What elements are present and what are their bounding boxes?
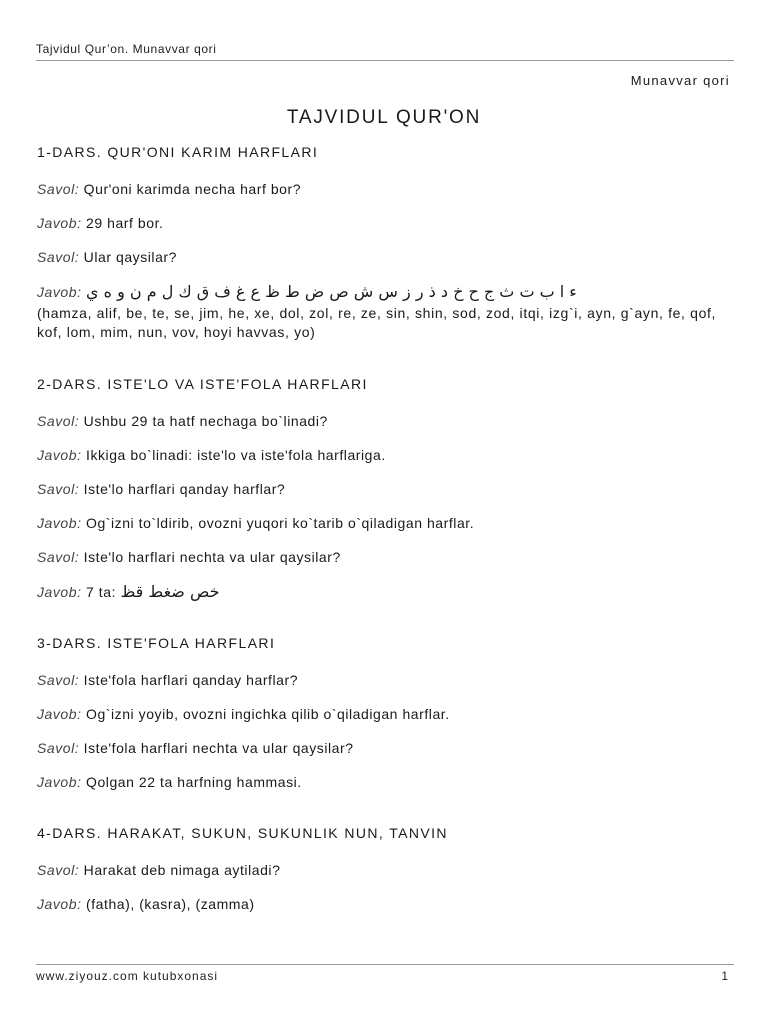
answer-text: Qolgan 22 ta harfning hammasi. bbox=[86, 774, 302, 790]
question bbox=[37, 740, 737, 757]
lesson-title: 2-DARS. ISTE'LO VA ISTE'FOLA HARFLARI bbox=[37, 376, 368, 392]
savol-label: Savol: bbox=[37, 740, 80, 756]
savol-label: Savol: bbox=[37, 549, 80, 565]
lesson-1 bbox=[37, 144, 737, 342]
lesson-4 bbox=[37, 825, 737, 913]
javob-label: Javob: bbox=[37, 284, 82, 300]
question-text: Iste'fola harflari qanday harflar? bbox=[83, 672, 299, 688]
answer bbox=[37, 215, 737, 232]
question bbox=[37, 862, 737, 879]
answer bbox=[37, 515, 737, 532]
question bbox=[37, 481, 737, 498]
question-text: Iste'lo harflari qanday harflar? bbox=[83, 481, 286, 497]
savol-label: Savol: bbox=[37, 181, 80, 197]
savol-label: Savol: bbox=[37, 862, 80, 878]
transliteration: (hamza, alif, be, te, se, jim, he, xe, dol, zol, re, ze, sin, shin, sod, zod, itqi, izg`i, ayn, g`ayn, fe, qof, kof, lom, mim, nun, vov, hoyi havvas, yo) bbox=[37, 305, 717, 340]
arabic-letters: ء ا ب ت ث ج ح خ د ذ ر ز س ش ص ض ط ظ ع غ ف ق ك ل م ن و ه ي bbox=[86, 282, 577, 301]
lesson-title: 3-DARS. ISTE'FOLA HARFLARI bbox=[37, 635, 276, 651]
page-header bbox=[36, 42, 734, 61]
answer bbox=[37, 583, 737, 601]
document-body bbox=[37, 144, 737, 941]
javob-label: Javob: bbox=[37, 515, 82, 531]
author-name: Munavvar qori bbox=[630, 73, 730, 88]
answer bbox=[37, 896, 737, 913]
javob-label: Javob: bbox=[37, 896, 82, 912]
lesson-title: 1-DARS. QUR'ONI KARIM HARFLARI bbox=[37, 144, 319, 160]
savol-label: Savol: bbox=[37, 413, 80, 429]
answer-text: Ikkiga bo`linadi: iste'lo va iste'fola harflariga. bbox=[86, 447, 386, 463]
lesson-title: 4-DARS. HARAKAT, SUKUN, SUKUNLIK NUN, TANVIN bbox=[37, 825, 448, 841]
question-text: Iste'fola harflari nechta va ular qaysilar? bbox=[83, 740, 354, 756]
answer-text: Og`izni to`ldirib, ovozni yuqori ko`tarib o`qiladigan harflar. bbox=[86, 515, 475, 531]
question bbox=[37, 249, 737, 266]
question bbox=[37, 181, 737, 198]
answer bbox=[37, 774, 737, 791]
answer-text: 7 ta: bbox=[86, 584, 117, 600]
question-text: Qur'oni karimda necha harf bor? bbox=[83, 181, 302, 197]
lesson-2 bbox=[37, 376, 737, 601]
document-title: TAJVIDUL QUR'ON bbox=[286, 107, 482, 128]
question bbox=[37, 413, 737, 430]
answer bbox=[37, 447, 737, 464]
answer-text: 29 harf bor. bbox=[86, 215, 164, 231]
question-text: Ushbu 29 ta hatf nechaga bo`linadi? bbox=[83, 413, 328, 429]
question bbox=[37, 672, 737, 689]
javob-label: Javob: bbox=[37, 584, 82, 600]
page-number: 1 bbox=[721, 969, 728, 983]
javob-label: Javob: bbox=[37, 706, 82, 722]
javob-label: Javob: bbox=[37, 774, 82, 790]
question bbox=[37, 549, 737, 566]
answer bbox=[37, 706, 737, 723]
javob-label: Javob: bbox=[37, 215, 82, 231]
answer-text: Og`izni yoyib, ovozni ingichka qilib o`qiladigan harflar. bbox=[86, 706, 450, 722]
lesson-3 bbox=[37, 635, 737, 791]
answer-text: (fatha), (kasra), (zamma) bbox=[86, 896, 255, 912]
savol-label: Savol: bbox=[37, 672, 80, 688]
footer-site: www.ziyouz.com kutubxonasi bbox=[36, 969, 219, 983]
question-text: Ular qaysilar? bbox=[83, 249, 177, 265]
answer bbox=[37, 283, 737, 301]
question-text: Iste'lo harflari nechta va ular qaysilar? bbox=[83, 549, 341, 565]
question-text: Harakat deb nimaga aytiladi? bbox=[83, 862, 281, 878]
javob-label: Javob: bbox=[37, 447, 82, 463]
header-text: Tajvidul Qur’on. Munavvar qori bbox=[36, 42, 217, 56]
page-footer bbox=[36, 964, 734, 983]
arabic-letters: خص ضغط قظ bbox=[120, 582, 220, 601]
savol-label: Savol: bbox=[37, 481, 80, 497]
savol-label: Savol: bbox=[37, 249, 80, 265]
